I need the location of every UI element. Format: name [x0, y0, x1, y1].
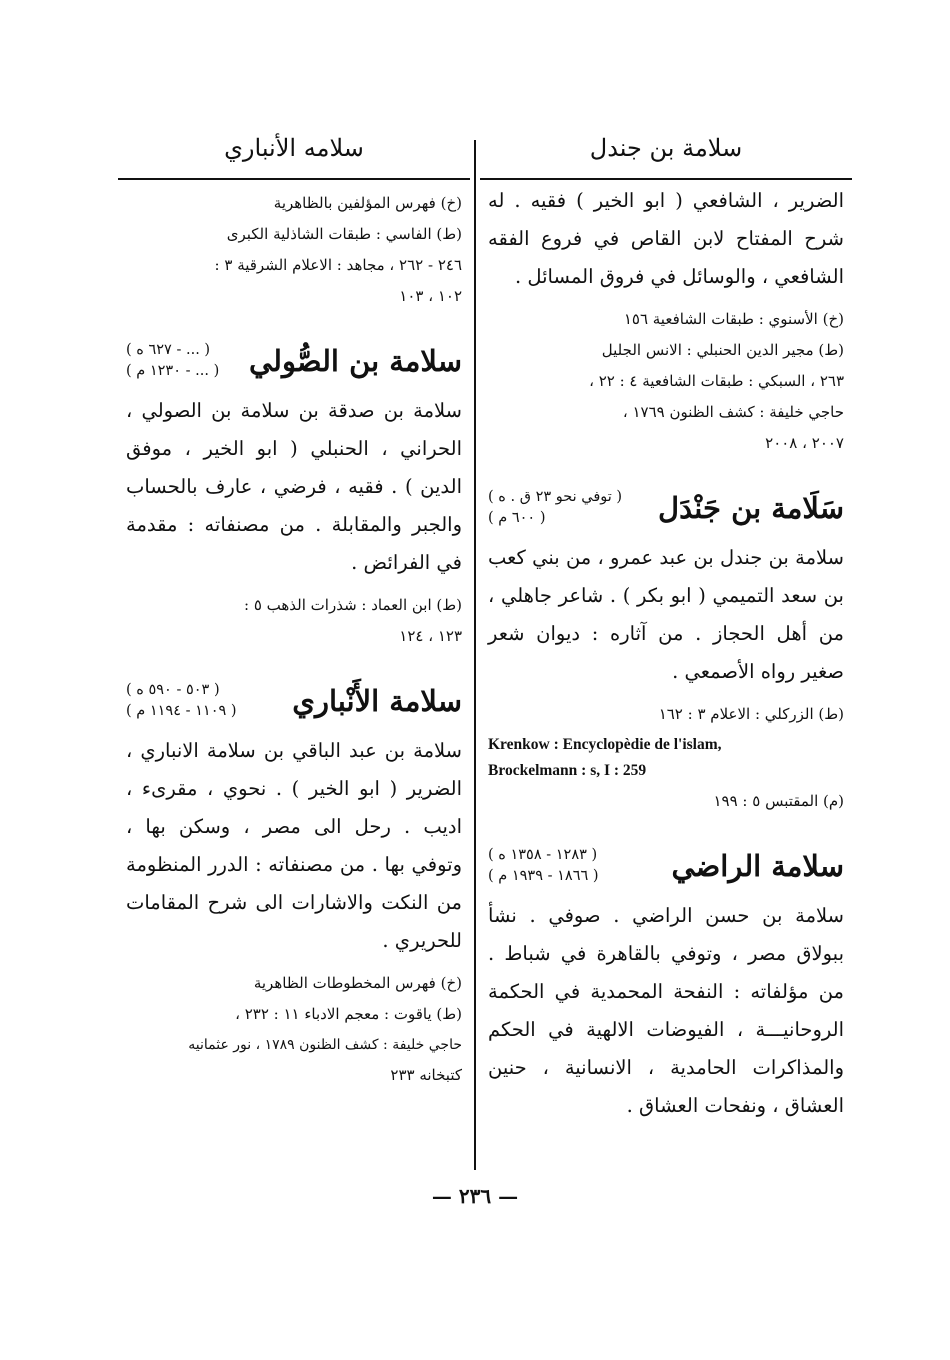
entry-references	[126, 968, 462, 1091]
latin-reference-line: Brockelmann : s, I : 259	[488, 762, 647, 779]
continuation-references	[488, 304, 844, 459]
entry-dates	[126, 340, 219, 382]
reference-line: (خ) الأسنوي : طبقات الشافعية ١٥٦	[623, 310, 844, 328]
latin-reference-line: Krenkow : Encyclopèdie de l'islam,	[488, 736, 722, 753]
reference-line: (ط) ياقوت : معجم الادباء ١١ : ٢٣٢ ،	[235, 1005, 462, 1023]
reference-line: (ط) الفاسي : طبقات الشاذلية الكبرى	[226, 225, 462, 243]
reference-line: حاجي خليفة : كشف الظنون ١٧٦٩ ،	[622, 403, 844, 421]
reference-line: ١٠٢ ، ١٠٣	[399, 287, 462, 305]
entry-heading	[126, 680, 462, 722]
right-running-header: سلامة بن جندل	[480, 118, 852, 180]
gregorian-dates: ( ١٨٦٦ - ١٩٣٩ م )	[488, 868, 599, 884]
entry-references	[488, 699, 844, 817]
entry-dates	[488, 845, 599, 887]
entry-salama-ibn-al-suli	[126, 340, 462, 652]
page-number: — ٢٣٦ —	[431, 1184, 519, 1208]
entry-name: سلامة بن الصُّولي	[248, 344, 462, 378]
continuation-references	[126, 188, 462, 312]
entry-dates	[488, 487, 622, 529]
reference-line: ١٢٣ ، ١٢٤	[399, 627, 462, 645]
gregorian-dates: ( ١١٠٩ - ١١٩٤ م )	[126, 703, 237, 719]
continuation-text: الضرير ، الشافعي ( ابو الخير ) فقيه . له شرح المفتاح لابن القاص في فروع الفقه الشافعي ، والوسائل في فروق المسائل .	[488, 189, 844, 288]
entry-salama-al-radi	[488, 845, 844, 1125]
entry-heading	[126, 340, 462, 382]
right-column	[480, 118, 852, 1125]
reference-line: (ط) الزركلي : الاعلام ٣ : ١٦٢	[658, 705, 844, 723]
entry-text: سلامة بن جندل بن عبد عمرو ، من بني كعب بن سعد التميمي ( ابو بكر ) . شاعر جاهلي ، من أهل الحجاز . من آثاره : ديوان شعر صغير رواه الأصمعي .	[488, 546, 844, 683]
entry-dates	[126, 680, 237, 722]
entry-heading	[488, 487, 844, 529]
entry-text: سلامة بن حسن الراضي . صوفي . نشأ ببولاق مصر ، وتوفي بالقاهرة في شباط . من مؤلفاته : النفحة المحمدية في الحكمة الروحانيـــة ، الفيوضات الالهية في الحكم والمذاكرات الحامدية ، الانسانية ، حنين العشاق ، ونفحات العشاق .	[488, 904, 844, 1117]
reference-line: ٢٦٣ ، السبكي : طبقات الشافعية ٤ : ٢٢ ،	[589, 372, 844, 390]
hijri-dates: ( توفي نحو ٢٣ ق . ه )	[488, 489, 623, 505]
gregorian-dates: ( ٦٠٠ م )	[488, 510, 546, 526]
reference-line: (خ) فهرس المخطوطات الظاهرية	[253, 974, 462, 992]
entry-text: سلامة بن عبد الباقي بن سلامة الانباري ، الضرير ( ابو الخير ) . نحوي ، مقرىء ، اديب . رحل الى مصر ، وسكن بها ، وتوفي بها . من مصنفاته : الدرر المنظومة من النكت والاشارات الى شرح المقامات للحريري .	[126, 739, 462, 952]
reference-line: (ط) ابن العماد : شذرات الذهب ٥ :	[243, 596, 462, 614]
hijri-dates: ( ٥٠٣ - ٥٩٠ ه )	[126, 682, 220, 698]
entry-name: سلامة الراضي	[671, 849, 844, 883]
reference-line: (خ) فهرس المؤلفين بالظاهرية	[273, 194, 462, 212]
reference-line: ٢٤٦ - ٢٦٢ ، مجاهد : الاعلام الشرقية ٣ :	[214, 256, 462, 274]
reference-line: حاجي خليفة : كشف الظنون ١٧٨٩ ، نور عثمانيه	[188, 1037, 462, 1053]
entry-heading	[488, 845, 844, 887]
entry-references	[126, 590, 462, 652]
reference-line: (م) المقتبس ٥ : ١٩٩	[713, 792, 844, 810]
hijri-dates: ( ١٢٨٣ - ١٣٥٨ ه )	[488, 847, 598, 863]
entry-name: سَلَامة بن جَنْدَل	[658, 491, 844, 525]
reference-line: ٢٠٠٧ ، ٢٠٠٨	[765, 434, 844, 452]
entry-salama-ibn-jandal	[488, 487, 844, 817]
gregorian-dates: ( ... - ١٢٣٠ م )	[126, 363, 220, 379]
column-divider	[474, 140, 476, 1170]
entry-name: سلامة الأَنْباري	[292, 684, 462, 718]
reference-line: كتبخانه ٢٣٣	[390, 1066, 462, 1084]
entry-salama-al-anbari	[126, 680, 462, 1091]
hijri-dates: ( ... - ٦٢٧ ه )	[126, 342, 211, 358]
left-column	[118, 118, 470, 1091]
entry-text: سلامة بن صدقة بن سلامة بن الصولي ، الحراني ، الحنبلي ( ابو الخير ، موفق الدين ) . فقيه ، فرضي ، عارف بالحساب والجبر والمقابلة . من مصنفاته : مقدمة في الفرائض .	[126, 399, 462, 574]
left-running-header: سلامه الأنباري	[118, 118, 470, 180]
reference-line: (ط) مجير الدين الحنبلي : الانس الجليل	[601, 341, 844, 359]
